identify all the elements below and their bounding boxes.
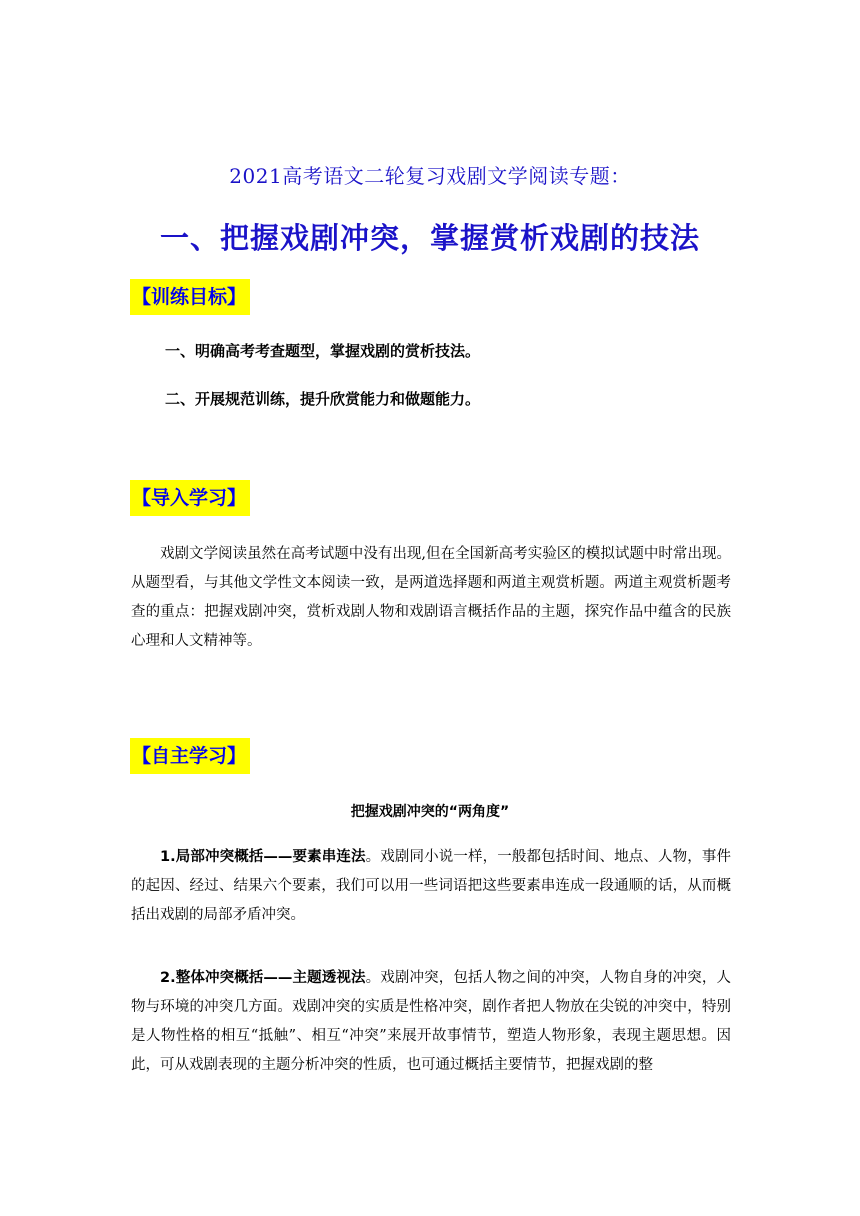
point-2-paragraph — [131, 964, 731, 1080]
document-title: 一、把握戏剧冲突，掌握赏析戏剧的技法 — [159, 221, 700, 255]
intro-paragraph: 戏剧文学阅读虽然在高考试题中没有出现,但在全国新高考实验区的模拟试题中时常出现。从题型看，与其他文学性文本阅读一致，是两道选择题和两道主观赏析题。两道主观赏析题考查的重点：把握戏剧冲突，赏析戏剧人物和戏剧语言概括作品的主题，探究作品中蕴含的民族心理和人文精神等。 — [131, 546, 731, 649]
goal-item-1: 一、明确高考考查题型，掌握戏剧的赏析技法。 — [165, 342, 481, 360]
point-2-lead: 2.整体冲突概括——主题透视法 — [160, 970, 366, 986]
point-1-paragraph — [131, 843, 731, 930]
training-goals-tag: 【训练目标】 — [130, 279, 250, 315]
section-heading: 把握戏剧冲突的“两角度” — [350, 804, 510, 820]
self-study-tag: 【自主学习】 — [130, 738, 250, 774]
intro-tag: 【导入学习】 — [130, 480, 250, 516]
point-1-lead: 1.局部冲突概括——要素串连法 — [160, 849, 366, 865]
point-2-body: 。戏剧冲突，包括人物之间的冲突，人物自身的冲突，人物与环境的冲突几方面。戏剧冲突的实质是性格冲突，剧作者把人物放在尖锐的冲突中，特别是人物性格的相互“抵触”、相互“冲突”来展开故事情节，塑造人物形象，表现主题思想。因此，可从戏剧表现的主题分析冲突的性质，也可通过概括主要情节，把握戏剧的整 — [131, 970, 731, 1073]
goal-item-2: 二、开展规范训练，提升欣赏能力和做题能力。 — [165, 390, 481, 408]
point-1-body: 。戏剧同小说一样，一般都包括时间、地点、人物，事件的起因、经过、结果六个要素，我们可以用一些词语把这些要素串连成一段通顺的话，从而概括出戏剧的局部矛盾冲突。 — [131, 849, 731, 923]
document-subtitle: 2021高考语文二轮复习戏剧文学阅读专题： — [229, 164, 631, 188]
